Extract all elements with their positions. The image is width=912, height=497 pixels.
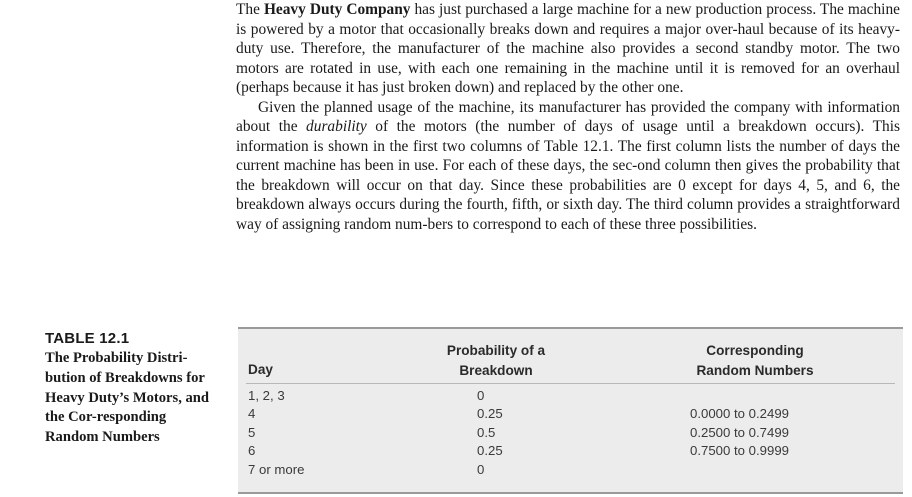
durability-term: durability	[306, 118, 367, 135]
cell-day: 6	[248, 443, 256, 458]
paragraph-1	[236, 0, 900, 98]
header-day: Day	[248, 362, 273, 377]
cell-random-range: 0.0000 to 0.2499	[690, 406, 789, 421]
header-probability-line-1: Probability of a	[446, 343, 546, 358]
cell-probability: 0.25	[477, 406, 503, 421]
cell-probability: 0	[477, 388, 485, 403]
header-divider	[246, 383, 895, 384]
header-random-numbers	[670, 341, 840, 381]
cell-day: 1, 2, 3	[248, 388, 285, 403]
cell-probability: 0.25	[477, 443, 503, 458]
cell-probability: 0	[477, 462, 485, 477]
cell-day: 4	[248, 406, 256, 421]
table-caption	[45, 330, 220, 448]
paragraph-2-pre: Given the planned usage of the machine, its manufacturer has provided the company with information about the	[236, 98, 900, 135]
paragraph-1-pre: The	[236, 1, 264, 18]
cell-day: 5	[248, 425, 256, 440]
header-random-line-1: Corresponding	[706, 343, 804, 358]
company-name: Heavy Duty Company	[263, 1, 411, 18]
cell-day: 7 or more	[248, 462, 305, 477]
body-text	[236, 0, 900, 234]
cell-probability: 0.5	[477, 425, 496, 440]
table-label: TABLE 12.1	[45, 330, 130, 347]
header-probability-line-2: Breakdown	[459, 363, 533, 378]
cell-random-range: 0.7500 to 0.9999	[690, 443, 789, 458]
cell-random-range: 0.2500 to 0.7499	[690, 425, 789, 440]
paragraph-2-post: of the motors (the number of days of usage until a breakdown occurs). This information is shown in the first two columns of Table 12.1. The first column lists the number of days the current machine has been in use. For each of these days, the sec-ond column then gives the probability that the breakdown will occur on that day. Since these probabilities are 0 except for days 4, 5, and 6, the breakdown always occurs during the fourth, fifth, or sixth day. The third column provides a straightforward way of assigning random num-bers to correspond to each of these three possibilities.	[236, 118, 900, 233]
paragraph-1-post: has just purchased a large machine for a new production process. The machine is powered by a motor that occasionally breaks down and requires a major over-haul because of its heavy-duty use. Therefore, the manufacturer of the machine also provides a second standby motor. The two motors are rotated in use, with each one remaining in the machine until it is removed for an overhaul (perhaps because it has just broken down) and replaced by the other one.	[236, 1, 900, 96]
header-probability	[416, 341, 576, 381]
probability-table	[238, 327, 903, 494]
table-description: The Probability Distri-bution of Breakdowns for Heavy Duty’s Motors, and the Cor-responding Random Numbers	[45, 350, 210, 446]
header-random-line-2: Random Numbers	[696, 363, 814, 378]
paragraph-2	[236, 98, 900, 235]
